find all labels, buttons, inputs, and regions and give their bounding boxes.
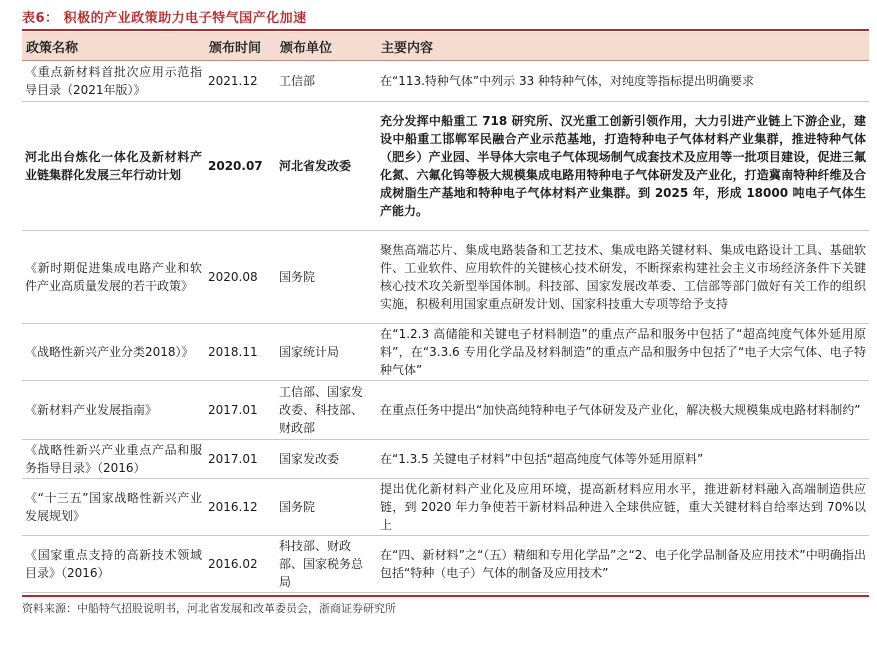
bottom-rule xyxy=(22,595,869,597)
content-cell: 在重点任务中提出“加快高纯特种电子气体研发及产业化，解决极大规模集成电路材料制约” xyxy=(377,381,869,440)
issuer-cell: 河北省发改委 xyxy=(276,102,377,231)
content-cell: 聚焦高端芯片、集成电路装备和工艺技术、集成电路关键材料、集成电路设计工具、基础软件、工业软件、应用软件的关键核心技术研发，不断探索构建社会主义市场经济条件下关键核心技术攻关新型举国体制。科技部、国家发展改革委、工信部等部门做好有关工作的组织实施，积极利用国家重点研发计划、国家科技重大专项等给予支持 xyxy=(377,231,869,324)
table-row xyxy=(22,440,869,479)
table-header-row xyxy=(22,32,869,61)
date-cell: 2020.07 xyxy=(205,102,276,231)
header-policy-name: 政策名称 xyxy=(22,32,205,61)
content-cell: 充分发挥中船重工 718 研究所、汉光重工创新引领作用，大力引进产业链上下游企业，建设中船重工邯郸军民融合产业示范基地，打造特种电子气体材料产业集群，推进特种气体（肥乡）产业园、半导体大宗电子气体现场制气成套技术及应用等一批项目建设，促进三氟化氮、六氟化钨等极大规模集成电路用特种电子气体研发及产业化，打造冀南特种纤维及合成树脂生产基地和特种电子气体材料产业集群。到 2025 年，形成 18000 吨电子气体生产能力。 xyxy=(377,102,869,231)
table-row xyxy=(22,479,869,536)
content-cell: 在“1.3.5 关键电子材料”中包括“超高纯度气体等外延用原料” xyxy=(377,440,869,479)
issuer-cell: 国家发改委 xyxy=(276,440,377,479)
issuer-cell: 工信部 xyxy=(276,61,377,102)
policy-name-cell: 《“十三五”国家战略性新兴产业发展规划》 xyxy=(22,479,205,536)
policy-name-cell: 《战略性新兴产业重点产品和服务指导目录》（2016） xyxy=(22,440,205,479)
content-cell: 在“113.特种气体”中列示 33 种特种气体，对纯度等指标提出明确要求 xyxy=(377,61,869,102)
table-row xyxy=(22,231,869,324)
date-cell: 2016.12 xyxy=(205,479,276,536)
table-row xyxy=(22,324,869,381)
policy-name-cell: 《新材料产业发展指南》 xyxy=(22,381,205,440)
issuer-cell: 国务院 xyxy=(276,231,377,324)
policy-name-cell: 《国家重点支持的高新技术领域目录》（2016） xyxy=(22,536,205,593)
top-rule xyxy=(22,29,869,31)
date-cell: 2017.01 xyxy=(205,381,276,440)
content-cell: 在“四、新材料”之“（五）精细和专用化学品”之“2、电子化学品制备及应用技术”中明确指出包括“特种（电子）气体的制备及应用技术” xyxy=(377,536,869,593)
policy-name-cell: 河北出台炼化一体化及新材料产业链集群化发展三年行动计划 xyxy=(22,102,205,231)
policy-table xyxy=(22,32,869,593)
date-cell: 2021.12 xyxy=(205,61,276,102)
issuer-cell: 国务院 xyxy=(276,479,377,536)
table-row xyxy=(22,102,869,231)
policy-name-cell: 《战略性新兴产业分类2018）》 xyxy=(22,324,205,381)
header-issuer: 颁布单位 xyxy=(276,32,377,61)
issuer-cell: 国家统计局 xyxy=(276,324,377,381)
content-cell: 在“1.2.3 高储能和关键电子材料制造”的重点产品和服务中包括了“超高纯度气体外延用原料”，在“3.3.6 专用化学品及材料制造”的重点产品和服务中包括了“电子大宗气体、电子特种气体” xyxy=(377,324,869,381)
date-cell: 2018.11 xyxy=(205,324,276,381)
header-date: 颁布时间 xyxy=(205,32,276,61)
issuer-cell: 科技部、财政部、国家税务总局 xyxy=(276,536,377,593)
table-row xyxy=(22,381,869,440)
date-cell: 2017.01 xyxy=(205,440,276,479)
table-row xyxy=(22,536,869,593)
date-cell: 2020.08 xyxy=(205,231,276,324)
source-note: 资料来源：中船特气招股说明书，河北省发展和改革委员会，浙商证券研究所 xyxy=(22,602,396,615)
table-row xyxy=(22,61,869,102)
table-caption: 表6： 积极的产业政策助力电子特气国产化加速 xyxy=(22,11,307,26)
date-cell: 2016.02 xyxy=(205,536,276,593)
issuer-cell: 工信部、国家发改委、科技部、财政部 xyxy=(276,381,377,440)
content-cell: 提出优化新材料产业化及应用环境，提高新材料应用水平，推进新材料融入高端制造供应链，到 2020 年力争使若干新材料品种进入全球供应链，重大关键材料自给率达到 70%以上 xyxy=(377,479,869,536)
policy-name-cell: 《重点新材料首批次应用示范指导目录（2021年版）》 xyxy=(22,61,205,102)
header-content: 主要内容 xyxy=(377,32,869,61)
policy-name-cell: 《新时期促进集成电路产业和软件产业高质量发展的若干政策》 xyxy=(22,231,205,324)
